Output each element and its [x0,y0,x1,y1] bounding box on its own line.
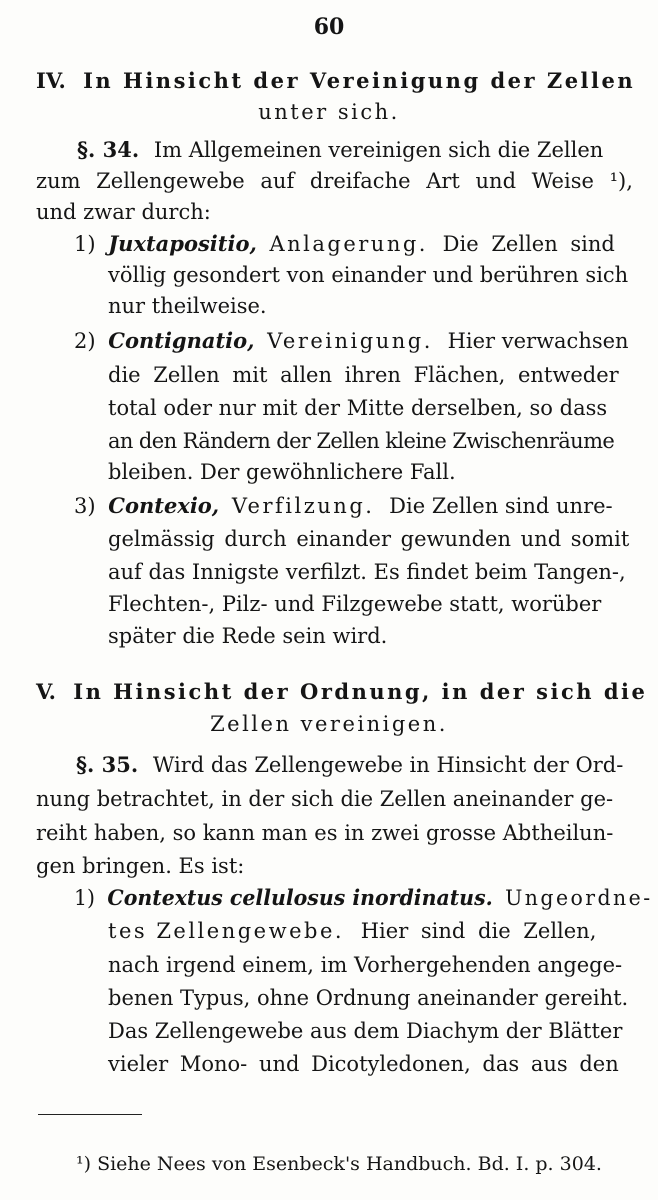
list-item-line: nur theilweise. [108,294,267,318]
footnote: ¹) Siehe Nees von Esenbeck's Handbuch. Bd. I. p. 304. [76,1153,602,1175]
item-number: 1) [74,232,96,256]
latin-term: Contextus cellulosus inordinatus. [107,885,493,910]
list-item-line [74,883,653,913]
paragraph-mark: §. 34. [77,137,140,162]
paragraph-line: zum Zellengewebe auf dreifache Art und Weise ¹), [36,169,633,193]
list-item-line [74,491,613,521]
german-term: Ungeordne- [505,886,653,910]
paragraph-line: und zwar durch: [36,200,211,224]
german-term: Vereinigung. [267,329,433,353]
german-term: Verfilzung. [231,494,375,518]
paragraph-text: Im Allgemeinen vereinigen sich die Zellen [153,138,604,162]
german-term: tes Zellengewebe. [108,919,345,943]
item-text: Die Zellen sind [442,232,615,256]
list-item-line: an den Rändern der Zellen kleine Zwischenräume [108,429,615,453]
list-item-line: Flechten-, Pilz- und Filzgewebe statt, worüber [108,592,602,616]
list-item-line [108,916,596,946]
list-item-line [74,229,615,259]
list-item-line [74,326,629,356]
section-numeral: IV. [36,68,66,93]
item-number: 1) [74,886,96,910]
list-item-line: total oder nur mit der Mitte derselben, so dass [108,396,608,420]
list-item-line: bleiben. Der gewöhnlichere Fall. [108,460,456,484]
list-item-line: später die Rede sein wird. [108,624,388,648]
footnote-rule [38,1114,142,1115]
section-v-heading [36,677,647,707]
paragraph-line [77,135,603,165]
item-text: Die Zellen sind unre- [389,494,613,518]
paragraph-line: gen bringen. Es ist: [36,854,245,878]
list-item-line: benen Typus, ohne Ordnung aneinander gereiht. [108,986,629,1010]
paragraph-text: Wird das Zellengewebe in Hinsicht der Ord- [152,753,624,777]
paragraph-mark: §. 35. [76,752,139,777]
section-iv-heading [36,66,635,96]
section-heading-line: Zellen vereinigen. [210,712,448,736]
item-text: Hier verwachsen [447,329,629,353]
list-item-line: gelmässig durch einander gewunden und somit [108,527,630,551]
section-heading-line: In Hinsicht der Ordnung, in der sich die [73,679,648,704]
paragraph-line: nung betrachtet, in der sich die Zellen aneinander ge- [36,787,614,811]
list-item-line: nach irgend einem, im Vorhergehenden angege- [108,953,623,977]
list-item-line: auf das Innigste verfilzt. Es findet beim Tangen-, [108,560,626,584]
list-item-line: die Zellen mit allen ihren Flächen, entweder [108,363,619,387]
list-item-line: vieler Mono- und Dicotyledonen, das aus den [108,1052,619,1076]
section-heading-line: In Hinsicht der Vereinigung der Zellen [83,68,636,93]
list-item-line: Das Zellengewebe aus dem Diachym der Blätter [108,1019,623,1043]
item-text: Hier sind die Zellen, [360,919,597,943]
latin-term: Contexio, [108,493,220,518]
paragraph-line: reiht haben, so kann man es in zwei grosse Abtheilun- [36,821,614,845]
paragraph-line [76,750,623,780]
list-item-line: völlig gesondert von einander und berühren sich [108,263,629,287]
section-numeral: V. [36,679,56,704]
latin-term: Contignatio, [108,328,255,353]
page-number: 60 [313,14,345,40]
german-term: Anlagerung. [269,232,428,256]
item-number: 2) [74,329,96,353]
item-number: 3) [74,494,96,518]
latin-term: Juxtapositio, [108,231,257,256]
section-heading-line: unter sich. [258,100,400,124]
